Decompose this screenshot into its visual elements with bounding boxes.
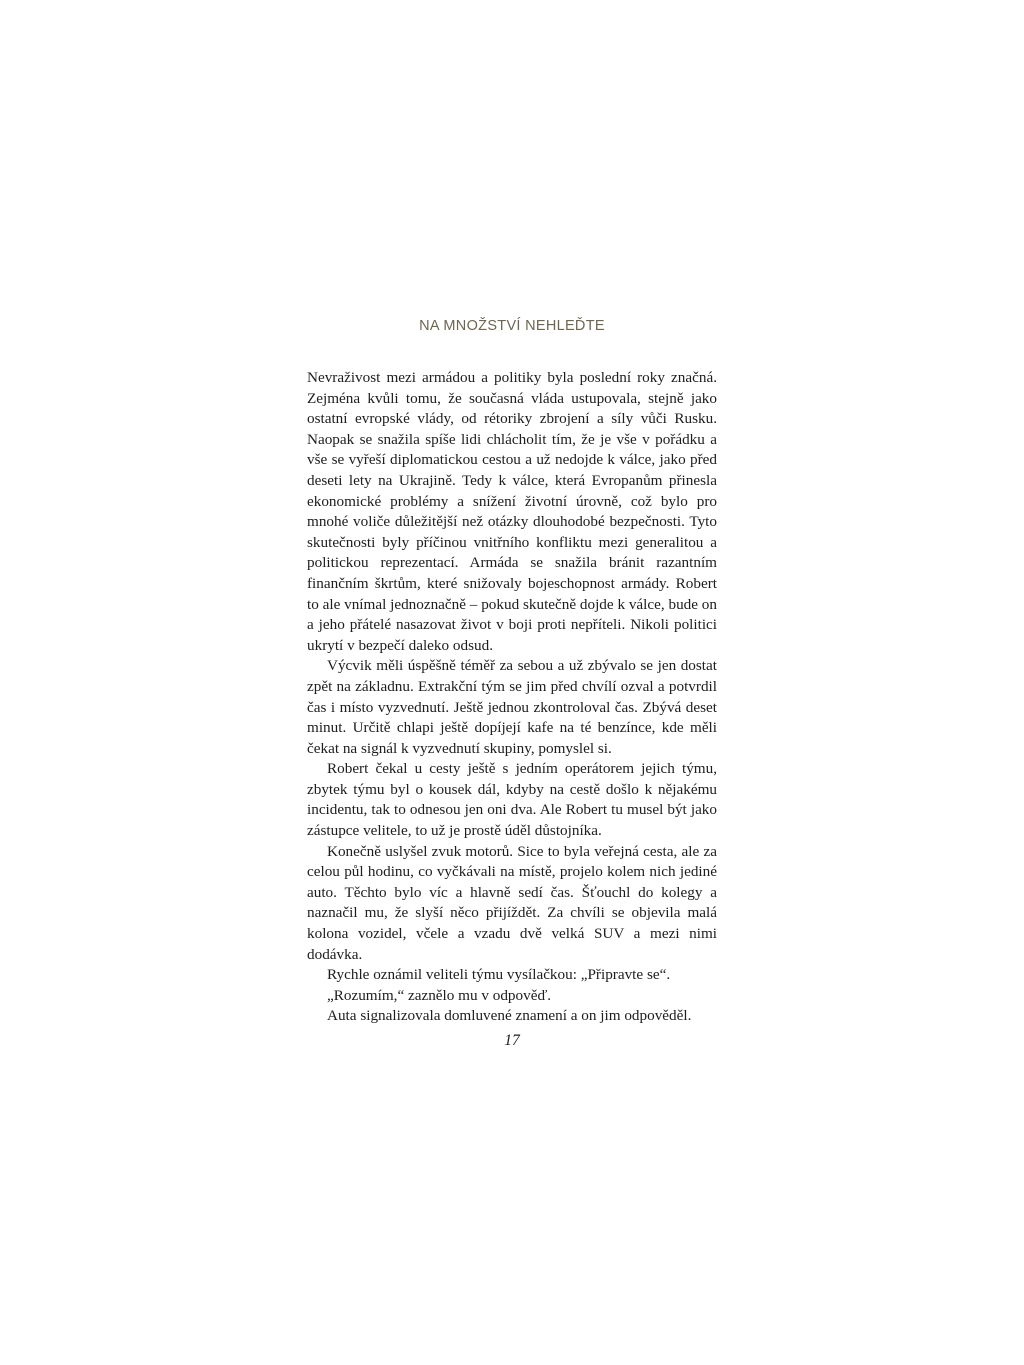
paragraph: Rychle oznámil veliteli týmu vysílačkou: „Připravte se“. xyxy=(327,966,671,984)
running-head: NA MNOŽSTVÍ NEHLEĎTE xyxy=(419,318,605,334)
paragraph: Výcvik měli úspěšně téměř za sebou a už zbývalo se jen dostat zpět na základnu. Extrakční tým se jim před chvílí ozval a potvrdil čas i místo vyzvednutí. Ještě jednou zkontroloval čas. Zbývá deset minut. Určitě chlapi ještě dopíjejí kafe na té benzínce, kde měli čekat na signál k vyzvednutí skupiny, pomyslel si. xyxy=(307,657,717,757)
paragraph: Robert čekal u cesty ještě s jedním operátorem jejich týmu, zbytek týmu byl o kousek dál, kdyby na cestě došlo k nějakému incidentu, tak to odnesou jen oni dva. Ale Robert tu musel být jako zástupce velitele, to už je prostě úděl důstojníka. xyxy=(307,760,717,840)
paragraph: „Rozumím,“ zaznělo mu v odpověď. xyxy=(327,986,552,1004)
paragraph: Konečně uslyšel zvuk motorů. Sice to byla veřejná cesta, ale za celou půl hodinu, co vyčkávali na místě, projelo kolem nich jediné auto. Těchto bylo víc a hlavně sedí čas. Šťouchl do kolegy a naznačil mu, že slyší něco přijíždět. Za chvíli se objevila malá kolona vozidel, včele a vzadu dvě velká SUV a mezi nimi dodávka. xyxy=(307,842,717,963)
body-text xyxy=(307,368,717,1027)
paragraph: Nevraživost mezi armádou a politiky byla poslední roky značná. Zejména kvůli tomu, že současná vláda ustupovala, stejně jako ostatní evropské vlády, od rétoriky zbrojení a síly vůči Rusku. Naopak se snažila spíše lidi chlácholit tím, že je vše v pořádku a vše se vyřeší diplomatickou cestou a už nedojde k válce, jako před deseti lety na Ukrajině. Tedy k válce, která Evropanům přinesla ekonomické problémy a snížení životní úrovně, což bylo pro mnohé voliče důležitější než otázky dlouhodobé bezpečnosti. Tyto skutečnosti byly příčinou vnitřního konfliktu mezi generalitou a politickou reprezentací. Armáda se snažila bránit razantním finančním škrtům, které snižovaly bojeschopnost armády. Robert to ale vnímal jednoznačně – pokud skutečně dojde k válce, bude on a jeho přátelé nasazovat život v boji proti nepříteli. Nikoli politici ukrytí v bezpečí daleko odsud. xyxy=(307,369,717,654)
paragraph: Auta signalizovala domluvené znamení a on jim odpověděl. xyxy=(327,1007,692,1025)
page-number: 17 xyxy=(504,1032,520,1049)
